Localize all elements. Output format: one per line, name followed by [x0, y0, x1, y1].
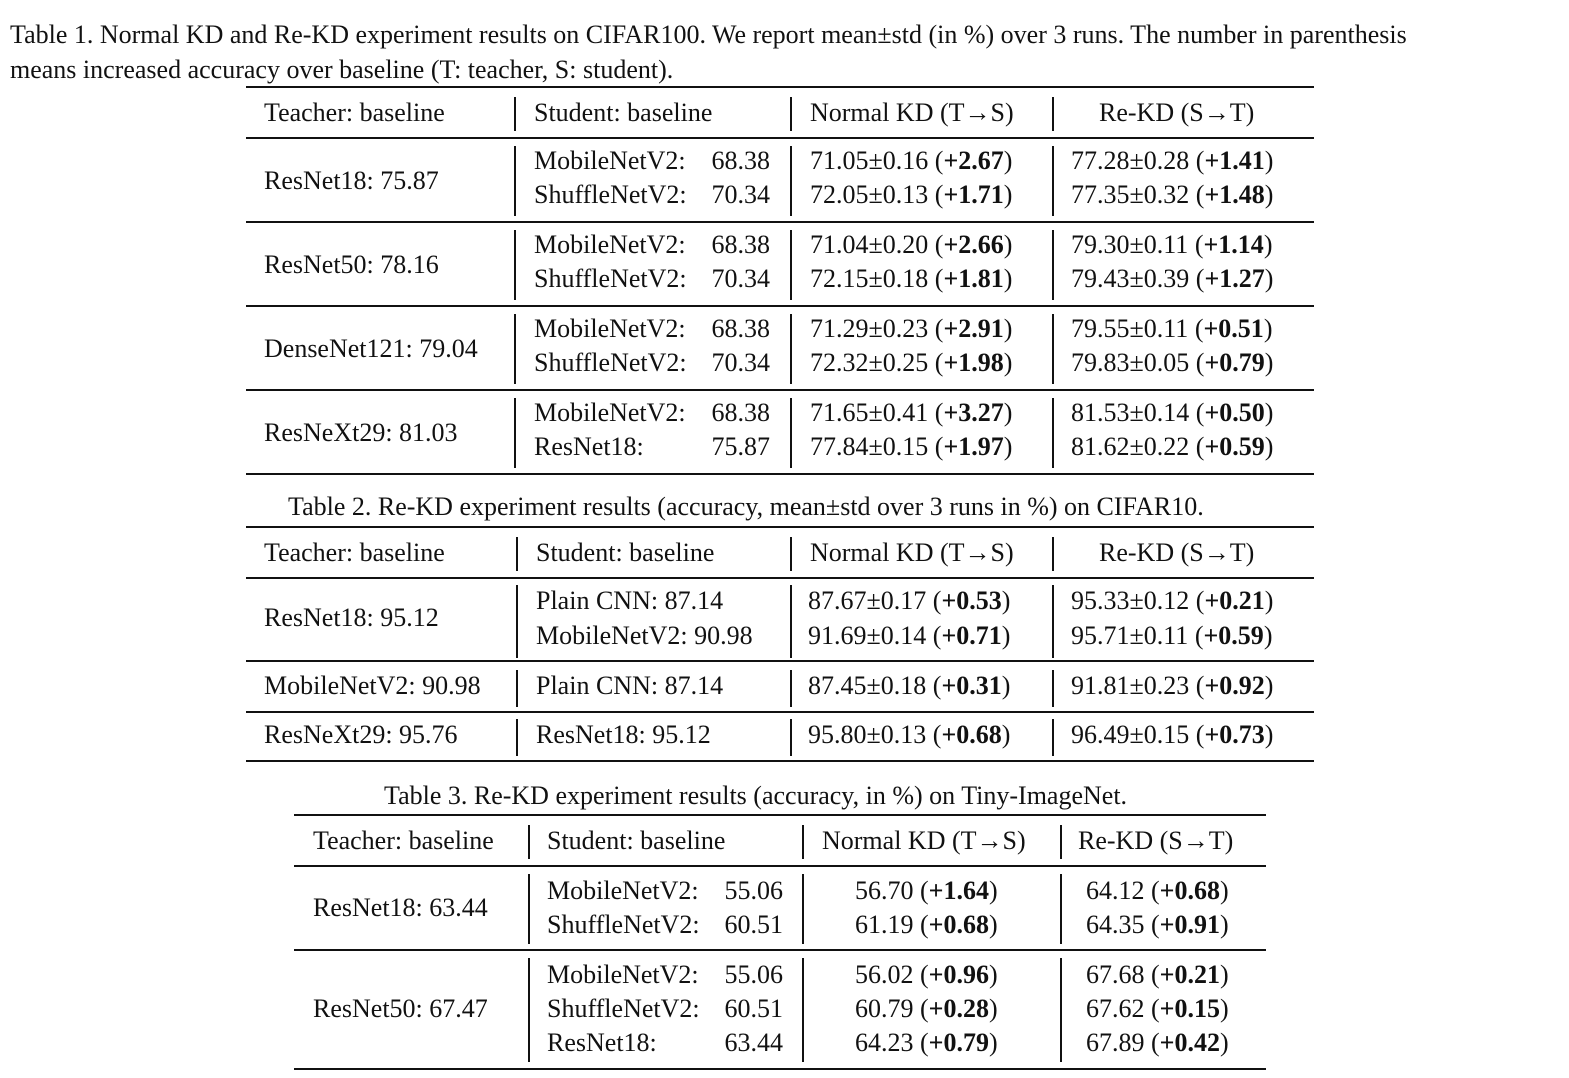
t2-g2-r0-re-kd-value: 96.49±0.15 [1071, 720, 1190, 749]
t2-g0-r1-re-kd: 95.71±0.11 (+0.59) [1071, 621, 1273, 650]
t3-g1-r0-re-kd-gain: +0.21 [1159, 960, 1220, 989]
t1-header-vline-2 [1052, 97, 1054, 131]
t3-g1-r0-re-kd-value: 67.68 [1086, 960, 1145, 989]
t3-header-vline-2 [1060, 825, 1062, 859]
t3-header-vline-1 [802, 825, 804, 859]
t1-header-vline-1 [790, 97, 792, 131]
t3-g1-r1-student-val: 60.51 [724, 994, 783, 1023]
t1-g1-r0-normal-kd-gain: +2.66 [943, 230, 1004, 259]
t3-g1-vline-1 [802, 958, 804, 1062]
t1-g1-r0-normal-kd: 71.04±0.20 (+2.66) [810, 230, 1013, 259]
t1-g2-r1-re-kd: 79.83±0.05 (+0.79) [1071, 348, 1274, 377]
t1-header-2: Normal KD (T→S) [810, 98, 1014, 127]
t3-g1-r0-student-name: MobileNetV2: [547, 960, 699, 989]
t2-header-1: Student: baseline [536, 538, 715, 567]
t3-group-rule-1 [294, 1068, 1266, 1070]
t1-g3-r0-re-kd: 81.53±0.14 (+0.50) [1071, 398, 1274, 427]
t1-g2-r0-re-kd-value: 79.55±0.11 [1071, 314, 1189, 343]
t1-g3-r0-student-name: MobileNetV2: [534, 398, 686, 427]
t1-g1-vline-2 [1052, 230, 1054, 300]
t3-g0-r0-re-kd-gain: +0.68 [1159, 876, 1220, 905]
t3-g1-r1-normal-kd: 60.79 (+0.28) [855, 994, 998, 1023]
t1-g3-r1-re-kd-gain: +0.59 [1204, 432, 1265, 461]
t1-g1-r0-normal-kd-value: 71.04±0.20 [810, 230, 929, 259]
t1-g3-r0-normal-kd: 71.65±0.41 (+3.27) [810, 398, 1013, 427]
t1-g0-r0-normal-kd-gain: +2.67 [943, 146, 1004, 175]
t1-g0-r0-re-kd: 77.28±0.28 (+1.41) [1071, 146, 1274, 175]
t1-g2-r1-normal-kd-value: 72.32±0.25 [810, 348, 929, 377]
t1-g2-r0-normal-kd: 71.29±0.23 (+2.91) [810, 314, 1013, 343]
t3-teacher-0: ResNet18: 63.44 [313, 893, 488, 922]
t2-g0-r0-re-kd-value: 95.33±0.12 [1071, 586, 1190, 615]
t3-g0-r1-student-name: ShuffleNetV2: [547, 910, 700, 939]
t1-g0-r0-re-kd-value: 77.28±0.28 [1071, 146, 1190, 175]
t2-g2-r0-normal-kd-value: 95.80±0.13 [808, 720, 927, 749]
t3-group-rule-0 [294, 949, 1266, 951]
t1-g2-vline-2 [1052, 314, 1054, 384]
t2-g1-r0-re-kd-gain: +0.92 [1204, 671, 1265, 700]
t1-g2-r0-normal-kd-gain: +2.91 [943, 314, 1004, 343]
t2-g0-r0-normal-kd-value: 87.67±0.17 [808, 586, 927, 615]
t2-g2-r0-student: ResNet18: 95.12 [536, 720, 711, 749]
t2-g0-r1-normal-kd-gain: +0.71 [941, 621, 1002, 650]
t1-g0-r1-re-kd-value: 77.35±0.32 [1071, 180, 1190, 209]
t1-g1-r0-student-name: MobileNetV2: [534, 230, 686, 259]
t2-header-rule [246, 577, 1314, 579]
t2-teacher-0: ResNet18: 95.12 [264, 603, 439, 632]
t1-g0-r1-re-kd: 77.35±0.32 (+1.48) [1071, 180, 1274, 209]
t3-g1-r2-student-val: 63.44 [724, 1028, 783, 1057]
t1-g0-vline-1 [790, 146, 792, 216]
t2-g0-vline-1 [790, 585, 792, 658]
t1-g1-r0-re-kd-gain: +1.14 [1203, 230, 1264, 259]
t3-header-1: Student: baseline [547, 826, 726, 855]
t3-g1-r0-normal-kd: 56.02 (+0.96) [855, 960, 998, 989]
t2-g1-r0-normal-kd-value: 87.45±0.18 [808, 671, 927, 700]
t2-group-rule-1 [246, 711, 1314, 713]
t3-g1-r2-normal-kd: 64.23 (+0.79) [855, 1028, 998, 1057]
t1-g0-r1-re-kd-gain: +1.48 [1204, 180, 1265, 209]
t3-g1-r2-normal-kd-gain: +0.79 [928, 1028, 989, 1057]
t1-g2-r0-re-kd-gain: +0.51 [1203, 314, 1264, 343]
t3-g0-r1-normal-kd: 61.19 (+0.68) [855, 910, 998, 939]
t1-g0-r0-student-val: 68.38 [711, 146, 770, 175]
t1-g1-r1-re-kd-gain: +1.27 [1204, 264, 1265, 293]
t1-teacher-0: ResNet18: 75.87 [264, 166, 439, 195]
t3-g0-vline-0 [528, 874, 530, 944]
t2-g2-vline-2 [1052, 719, 1054, 756]
t3-g0-r0-student-val: 55.06 [724, 876, 783, 905]
t1-g2-r0-re-kd: 79.55±0.11 (+0.51) [1071, 314, 1273, 343]
t3-g1-r1-normal-kd-gain: +0.28 [928, 994, 989, 1023]
t3-g1-r2-normal-kd-value: 64.23 [855, 1028, 914, 1057]
t2-g2-r0-re-kd-gain: +0.73 [1204, 720, 1265, 749]
t3-g0-r0-normal-kd-gain: +1.64 [928, 876, 989, 905]
t1-g1-r1-student-name: ShuffleNetV2: [534, 264, 687, 293]
t1-g2-r0-normal-kd-value: 71.29±0.23 [810, 314, 929, 343]
table3-caption: Table 3. Re-KD experiment results (accuracy, in %) on Tiny-ImageNet. [384, 781, 1128, 810]
t2-g0-r0-re-kd: 95.33±0.12 (+0.21) [1071, 586, 1274, 615]
t2-g0-r0-re-kd-gain: +0.21 [1204, 586, 1265, 615]
t1-group-rule-2 [246, 389, 1314, 391]
t3-g1-r2-student-name: ResNet18: [547, 1028, 657, 1057]
t1-g2-vline-1 [790, 314, 792, 384]
t1-g3-r1-re-kd: 81.62±0.22 (+0.59) [1071, 432, 1274, 461]
t3-teacher-1: ResNet50: 67.47 [313, 994, 488, 1023]
t1-g0-r1-normal-kd: 72.05±0.13 (+1.71) [810, 180, 1013, 209]
t1-g2-vline-0 [514, 314, 516, 384]
t2-header-vline-2 [1052, 537, 1054, 571]
t1-header-1: Student: baseline [534, 98, 713, 127]
t2-g0-vline-2 [1052, 585, 1054, 658]
t2-teacher-1: MobileNetV2: 90.98 [264, 671, 481, 700]
t1-header-3: Re-KD (S→T) [1099, 98, 1255, 127]
t2-g0-r1-re-kd-gain: +0.59 [1203, 621, 1264, 650]
table1-caption-line2: means increased accuracy over baseline (T: teacher, S: student). [10, 55, 674, 84]
t3-g0-r0-re-kd: 64.12 (+0.68) [1086, 876, 1229, 905]
t3-g0-r1-normal-kd-value: 61.19 [855, 910, 914, 939]
t3-g0-r0-re-kd-value: 64.12 [1086, 876, 1145, 905]
t1-g1-r1-re-kd-value: 79.43±0.39 [1071, 264, 1190, 293]
t1-g0-r0-normal-kd-value: 71.05±0.16 [810, 146, 929, 175]
t3-g1-r0-student-val: 55.06 [724, 960, 783, 989]
t3-g1-r2-re-kd: 67.89 (+0.42) [1086, 1028, 1229, 1057]
t3-g1-r1-re-kd: 67.62 (+0.15) [1086, 994, 1229, 1023]
t1-g1-r0-student-val: 68.38 [711, 230, 770, 259]
t3-g0-vline-1 [802, 874, 804, 944]
t3-header-0: Teacher: baseline [313, 826, 494, 855]
t1-g1-r1-normal-kd: 72.15±0.18 (+1.81) [810, 264, 1013, 293]
t1-g1-vline-0 [514, 230, 516, 300]
t2-g1-r0-normal-kd-gain: +0.31 [941, 671, 1002, 700]
t2-g1-vline-1 [790, 670, 792, 707]
t2-top-rule [246, 526, 1314, 528]
t3-g1-r0-re-kd: 67.68 (+0.21) [1086, 960, 1229, 989]
t1-g2-r1-re-kd-gain: +0.79 [1204, 348, 1265, 377]
t2-header-3: Re-KD (S→T) [1099, 538, 1255, 567]
t1-g1-r1-normal-kd-gain: +1.81 [943, 264, 1004, 293]
t1-g3-r1-normal-kd-value: 77.84±0.15 [810, 432, 929, 461]
t1-g1-r0-re-kd-value: 79.30±0.11 [1071, 230, 1189, 259]
t1-g1-r1-normal-kd-value: 72.15±0.18 [810, 264, 929, 293]
t2-g2-r0-normal-kd-gain: +0.68 [941, 720, 1002, 749]
t2-header-vline-0 [516, 537, 518, 571]
t1-g0-vline-2 [1052, 146, 1054, 216]
t3-g0-r1-student-val: 60.51 [724, 910, 783, 939]
t3-top-rule [294, 814, 1266, 816]
t3-g0-r1-normal-kd-gain: +0.68 [928, 910, 989, 939]
t1-g3-r0-student-val: 68.38 [711, 398, 770, 427]
t2-g2-r0-normal-kd: 95.80±0.13 (+0.68) [808, 720, 1011, 749]
t1-g3-r0-normal-kd-gain: +3.27 [943, 398, 1004, 427]
t1-group-rule-1 [246, 305, 1314, 307]
t1-header-vline-0 [514, 97, 516, 131]
t1-header-0: Teacher: baseline [264, 98, 445, 127]
t2-g1-vline-2 [1052, 670, 1054, 707]
t1-g3-r1-normal-kd-gain: +1.97 [943, 432, 1004, 461]
t3-header-3: Re-KD (S→T) [1078, 826, 1234, 855]
t3-g0-r1-re-kd-value: 64.35 [1086, 910, 1145, 939]
t1-g2-r1-student-name: ShuffleNetV2: [534, 348, 687, 377]
t2-g1-vline-0 [516, 670, 518, 707]
t2-group-rule-2 [246, 760, 1314, 762]
t1-g2-r1-student-val: 70.34 [711, 348, 770, 377]
t3-g0-r1-re-kd-gain: +0.91 [1159, 910, 1220, 939]
t1-g0-vline-0 [514, 146, 516, 216]
t3-g0-r0-student-name: MobileNetV2: [547, 876, 699, 905]
t3-g0-vline-2 [1060, 874, 1062, 944]
t2-g1-r0-normal-kd: 87.45±0.18 (+0.31) [808, 671, 1011, 700]
t1-g3-r0-re-kd-gain: +0.50 [1204, 398, 1265, 427]
t2-g2-r0-re-kd: 96.49±0.15 (+0.73) [1071, 720, 1274, 749]
t1-g3-r1-re-kd-value: 81.62±0.22 [1071, 432, 1190, 461]
t1-g3-vline-0 [514, 398, 516, 468]
table1-caption-line1: Table 1. Normal KD and Re-KD experiment results on CIFAR100. We report mean±std (in %) over 3 runs. The number in parenthesis [10, 20, 1407, 49]
table2-caption: Table 2. Re-KD experiment results (accuracy, mean±std over 3 runs in %) on CIFAR10. [288, 492, 1204, 521]
t1-g0-r1-normal-kd-value: 72.05±0.13 [810, 180, 929, 209]
t1-top-rule [246, 86, 1314, 88]
t2-group-rule-0 [246, 660, 1314, 662]
t2-g0-r0-normal-kd-gain: +0.53 [941, 586, 1002, 615]
t1-g3-vline-1 [790, 398, 792, 468]
t3-header-vline-0 [528, 825, 530, 859]
t2-g0-r1-re-kd-value: 95.71±0.11 [1071, 621, 1189, 650]
t1-header-rule [246, 137, 1314, 139]
t1-teacher-3: ResNeXt29: 81.03 [264, 418, 458, 447]
t1-teacher-2: DenseNet121: 79.04 [264, 334, 478, 363]
t2-g0-r0-student: Plain CNN: 87.14 [536, 586, 724, 615]
t1-group-rule-3 [246, 473, 1314, 475]
t1-g2-r1-normal-kd: 72.32±0.25 (+1.98) [810, 348, 1013, 377]
t1-g3-vline-2 [1052, 398, 1054, 468]
t2-g2-vline-1 [790, 719, 792, 756]
t3-g1-r0-normal-kd-gain: +0.96 [928, 960, 989, 989]
t1-g2-r0-student-val: 68.38 [711, 314, 770, 343]
t1-g3-r0-normal-kd-value: 71.65±0.41 [810, 398, 929, 427]
t2-g1-r0-re-kd: 91.81±0.23 (+0.92) [1071, 671, 1274, 700]
t1-g0-r1-student-val: 70.34 [711, 180, 770, 209]
t1-g1-r1-student-val: 70.34 [711, 264, 770, 293]
t1-g2-r0-student-name: MobileNetV2: [534, 314, 686, 343]
t2-g1-r0-student: Plain CNN: 87.14 [536, 671, 724, 700]
t2-g0-vline-0 [516, 585, 518, 658]
t2-g0-r1-normal-kd-value: 91.69±0.14 [808, 621, 927, 650]
t3-g1-vline-2 [1060, 958, 1062, 1062]
t3-g1-r2-re-kd-gain: +0.42 [1159, 1028, 1220, 1057]
t3-g1-r0-normal-kd-value: 56.02 [855, 960, 914, 989]
t1-teacher-1: ResNet50: 78.16 [264, 250, 439, 279]
t3-g1-r1-normal-kd-value: 60.79 [855, 994, 914, 1023]
t1-g3-r1-normal-kd: 77.84±0.15 (+1.97) [810, 432, 1013, 461]
t1-g1-r0-re-kd: 79.30±0.11 (+1.14) [1071, 230, 1273, 259]
t3-g0-r1-re-kd: 64.35 (+0.91) [1086, 910, 1229, 939]
t1-g1-r1-re-kd: 79.43±0.39 (+1.27) [1071, 264, 1274, 293]
t3-g1-r2-re-kd-value: 67.89 [1086, 1028, 1145, 1057]
t1-g3-r0-re-kd-value: 81.53±0.14 [1071, 398, 1190, 427]
t3-g0-r0-normal-kd-value: 56.70 [855, 876, 914, 905]
t3-g1-r1-re-kd-gain: +0.15 [1159, 994, 1220, 1023]
t2-header-vline-1 [790, 537, 792, 571]
t1-group-rule-0 [246, 221, 1314, 223]
t2-g2-vline-0 [516, 719, 518, 756]
t3-g1-r1-re-kd-value: 67.62 [1086, 994, 1145, 1023]
t2-g0-r1-student: MobileNetV2: 90.98 [536, 621, 753, 650]
t1-g0-r1-student-name: ShuffleNetV2: [534, 180, 687, 209]
t2-g1-r0-re-kd-value: 91.81±0.23 [1071, 671, 1190, 700]
t3-g1-vline-0 [528, 958, 530, 1062]
t1-g0-r0-normal-kd: 71.05±0.16 (+2.67) [810, 146, 1013, 175]
t1-g0-r0-re-kd-gain: +1.41 [1204, 146, 1265, 175]
t2-g0-r1-normal-kd: 91.69±0.14 (+0.71) [808, 621, 1011, 650]
t1-g3-r1-student-val: 75.87 [711, 432, 770, 461]
t2-teacher-2: ResNeXt29: 95.76 [264, 720, 458, 749]
t1-g2-r1-re-kd-value: 79.83±0.05 [1071, 348, 1190, 377]
t1-g0-r1-normal-kd-gain: +1.71 [943, 180, 1004, 209]
t1-g1-vline-1 [790, 230, 792, 300]
t2-header-2: Normal KD (T→S) [810, 538, 1014, 567]
t3-header-rule [294, 865, 1266, 867]
t1-g0-r0-student-name: MobileNetV2: [534, 146, 686, 175]
t3-g1-r1-student-name: ShuffleNetV2: [547, 994, 700, 1023]
t3-g0-r0-normal-kd: 56.70 (+1.64) [855, 876, 998, 905]
t1-g2-r1-normal-kd-gain: +1.98 [943, 348, 1004, 377]
t2-g0-r0-normal-kd: 87.67±0.17 (+0.53) [808, 586, 1011, 615]
t1-g3-r1-student-name: ResNet18: [534, 432, 644, 461]
t2-header-0: Teacher: baseline [264, 538, 445, 567]
t3-header-2: Normal KD (T→S) [822, 826, 1026, 855]
